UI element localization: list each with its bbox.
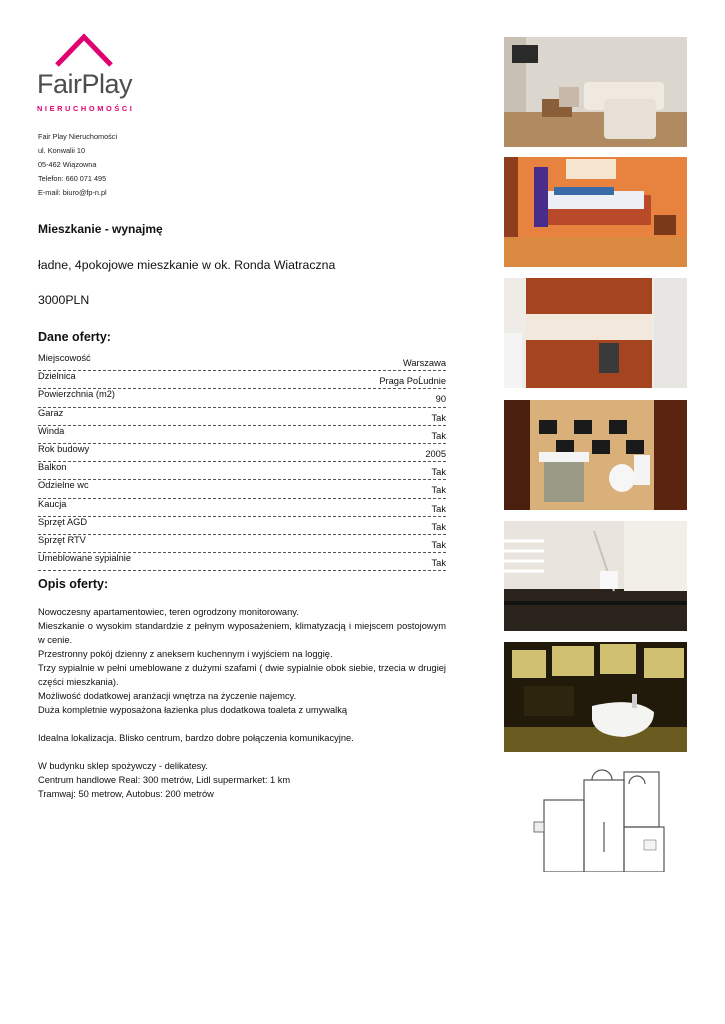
detail-label: Winda <box>38 425 65 436</box>
detail-value: 90 <box>435 394 446 405</box>
description-heading: Opis oferty: <box>38 577 109 591</box>
floor-plan-photo[interactable] <box>504 762 687 872</box>
detail-label: Balkon <box>38 462 67 473</box>
detail-label: Dzielnica <box>38 371 76 382</box>
detail-row <box>38 480 446 498</box>
description <box>38 605 446 801</box>
detail-row <box>38 499 446 517</box>
description-paragraph: Nowoczesny apartamentowiec, teren ogrodzony monitorowany. <box>38 607 299 617</box>
bedroom-photo[interactable] <box>504 157 687 267</box>
offer-headline: ładne, 4pokojowe mieszkanie w ok. Ronda Wiatraczna <box>38 258 336 272</box>
contact-block <box>38 130 117 200</box>
kitchen-image <box>504 278 687 388</box>
detail-row <box>38 371 446 389</box>
company-name: Fair Play Nieruchomości <box>38 132 118 141</box>
living-room-image <box>504 37 687 147</box>
description-paragraph: Centrum handlowe Real: 300 metrów, Lidl supermarket: 1 km <box>38 775 291 785</box>
description-paragraph: Duża kompletnie wyposażona łazienka plus dodatkowa toaleta z umywalką <box>38 705 348 715</box>
kitchen-photo[interactable] <box>504 278 687 388</box>
washbasin-image <box>504 642 687 752</box>
description-paragraph: Idealna lokalizacja. Blisko centrum, bardzo dobre połączenia komunikacyjne. <box>38 733 354 743</box>
offer-title: Mieszkanie - wynajmę <box>38 222 163 236</box>
bathroom-photo[interactable] <box>504 400 687 510</box>
street-address: ul. Konwalii 10 <box>38 146 86 155</box>
detail-row <box>38 517 446 535</box>
floor-plan-image <box>504 762 687 872</box>
washbasin-photo[interactable] <box>504 642 687 752</box>
bathroom-image <box>504 400 687 510</box>
description-paragraph: W budynku sklep spożywczy - delikatesy. <box>38 761 208 771</box>
bedroom-image <box>504 157 687 267</box>
offer-price: 3000PLN <box>38 293 90 307</box>
detail-row <box>38 389 446 407</box>
detail-value: Warszawa <box>402 358 446 368</box>
detail-row <box>38 553 446 571</box>
detail-label: Sprzęt RTV <box>38 534 86 545</box>
shower-image <box>504 521 687 631</box>
detail-label: Miejscowość <box>38 353 91 363</box>
description-paragraph: Mieszkanie o wysokim standardzie z pełnym wyposażeniem, klimatyzacją i miejscem postojowym w cenie. <box>38 621 446 645</box>
detail-label: Odzielne wc <box>38 480 89 491</box>
detail-value: Tak <box>431 467 446 478</box>
detail-row <box>38 444 446 462</box>
description-paragraph: Trzy sypialnie w pełni umeblowane z dużymi szafami ( dwie sypialnie obok siebie, trzecia w drugiej części mieszkania). <box>38 663 446 687</box>
detail-label: Kaucja <box>38 498 67 509</box>
detail-label: Umeblowane sypialnie <box>38 553 132 564</box>
detail-value: 2005 <box>425 448 446 459</box>
detail-value: Tak <box>431 539 446 550</box>
description-paragraph: Przestronny pokój dzienny z aneksem kuchennym i wyjściem na loggię. <box>38 649 333 659</box>
details-heading: Dane oferty: <box>38 330 111 344</box>
city-address: 05-462 Wiązowna <box>38 160 97 169</box>
detail-value: Tak <box>431 558 446 569</box>
detail-row <box>38 426 446 444</box>
shower-photo[interactable] <box>504 521 687 631</box>
detail-row <box>38 408 446 426</box>
detail-value: Praga PoĹudnie <box>379 376 446 387</box>
detail-value: Tak <box>431 521 446 532</box>
logo-wordmark: FairPlay <box>37 69 133 99</box>
detail-row <box>38 353 446 371</box>
detail-value: Tak <box>431 412 446 423</box>
detail-label: Powierzchnia (m2) <box>38 389 115 400</box>
detail-row <box>38 462 446 480</box>
detail-label: Sprzęt AGD <box>38 516 88 527</box>
detail-value: Tak <box>431 503 446 514</box>
phone: Telefon: 660 071 495 <box>38 174 107 183</box>
description-paragraph: Tramwaj: 50 metrow, Autobus: 200 metrów <box>38 789 214 799</box>
living-room-photo[interactable] <box>504 37 687 147</box>
description-paragraph: Możliwość dodatkowej aranżacji wnętrza na życzenie najemcy. <box>38 691 297 701</box>
logo-tagline: NIERUCHOMOŚCI <box>37 104 135 113</box>
detail-row <box>38 535 446 553</box>
detail-value: Tak <box>431 485 446 496</box>
detail-value: Tak <box>431 430 446 441</box>
detail-label: Garaz <box>38 407 64 418</box>
detail-label: Rok budowy <box>38 443 90 454</box>
roof-icon <box>53 33 115 69</box>
email[interactable]: E-mail: biuro@fp-n.pl <box>38 188 107 197</box>
details-table <box>38 353 446 571</box>
